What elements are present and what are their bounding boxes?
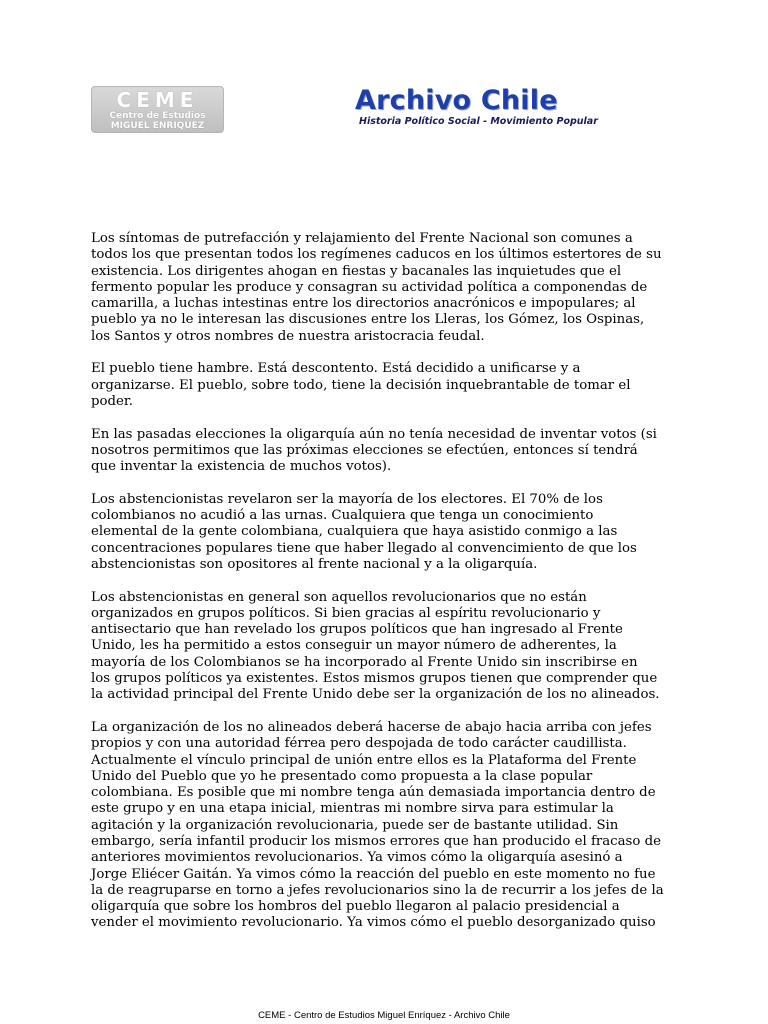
text-line: Los síntomas de putrefacción y relajamiento del Frente Nacional son comunes a xyxy=(91,231,633,246)
text-line: nosotros permitimos que las próximas elecciones se efectúen, entonces sí tendrá xyxy=(91,442,638,458)
text-line: elemental de la gente colombiana, cualquiera que haya asistido conmigo a las xyxy=(91,524,618,540)
text-line: Unido del Pueblo que yo he presentado como propuesta a la clase popular xyxy=(91,768,593,784)
ceme-logo-title: CEME xyxy=(116,88,199,112)
text-line: mayoría de los Colombianos se ha incorporado al Frente Unido sin inscribirse en xyxy=(91,654,638,670)
text-line: este grupo y en una etapa inicial, mientras mi nombre sirva para estimular la xyxy=(91,801,614,817)
text-line: los grupos políticos ya existentes. Estos mismos grupos tienen que comprender que xyxy=(91,671,658,687)
text-line: organizados en grupos políticos. Si bien gracias al espíritu revolucionario y xyxy=(91,605,601,621)
document-body xyxy=(91,231,691,948)
text-line: existencia. Los dirigentes ahogan en fiestas y bacanales las inquietudes que el xyxy=(91,263,622,279)
text-line: En las pasadas elecciones la oligarquía aún no tenía necesidad de inventar votos (si xyxy=(91,426,657,442)
text-line: anteriores movimientos revolucionarios. Ya vimos cómo la oligarquía asesinó a xyxy=(91,850,623,866)
paragraph xyxy=(91,720,691,932)
text-line: oligarquía que sobre los hombros del pueblo llegaron al palacio presidencial a xyxy=(91,899,620,915)
text-line: la de reagruparse en torno a jefes revolucionarios sino la de recurrir a los jefes de la xyxy=(91,882,664,898)
text-line: que inventar la existencia de muchos votos). xyxy=(91,459,392,475)
text-line: vender el movimiento revolucionario. Ya vimos cómo el pueblo desorganizado quiso xyxy=(91,915,656,931)
text-line: todos los que presentan todos los regímenes caducos en los últimos estertores de su xyxy=(91,247,662,263)
page-footer: CEME - Centro de Estudios Miguel Enríquez - Archivo Chile xyxy=(258,1010,510,1021)
text-line: abstencionistas son opositores al frente nacional y a la oligarquía. xyxy=(91,556,538,572)
text-line: colombianos no acudió a las urnas. Cualquiera que tenga un conocimiento xyxy=(91,508,594,524)
text-line: los Santos y otros nombres de nuestra aristocracia feudal. xyxy=(91,328,485,344)
text-line: embargo, sería infantil producir los mismos errores que han producido el fracaso de xyxy=(91,833,661,849)
archivo-logo-title: Archivo Chile xyxy=(355,85,558,116)
text-line: Los abstencionistas revelaron ser la mayoría de los electores. El 70% de los xyxy=(91,491,603,507)
paragraph xyxy=(91,231,691,345)
paragraph xyxy=(91,427,691,476)
text-line: Jorge Eliécer Gaitán. Ya vimos cómo la reacción del pueblo en este momento no fue xyxy=(91,866,656,882)
text-line: Los abstencionistas en general son aquellos revolucionarios que no están xyxy=(91,589,587,605)
text-line: La organización de los no alineados deberá hacerse de abajo hacia arriba con jefes xyxy=(91,719,652,735)
paragraph xyxy=(91,361,691,410)
paragraph xyxy=(91,590,691,704)
text-line: fermento popular les produce y consagran su actividad política a componendas de xyxy=(91,279,648,295)
text-line: propios y con una autoridad férrea pero despojada de todo carácter caudillista. xyxy=(91,736,627,752)
text-line: Unido, les ha permitido a estos conseguir un mayor número de adherentes, la xyxy=(91,638,617,654)
ceme-logo-line1: Centro de Estudios xyxy=(109,111,206,121)
text-line: agitación y la organización revolucionaria, puede ser de bastante utilidad. Sin xyxy=(91,817,619,833)
archivo-chile-logo xyxy=(355,86,600,134)
ceme-logo-line2: MIGUEL ENRIQUEZ xyxy=(110,121,205,131)
archivo-logo-subtitle: Historia Político Social - Movimiento Popular xyxy=(359,116,598,127)
text-line: antisectario que han revelado los grupos políticos que han ingresado al Frente xyxy=(91,622,623,638)
ceme-logo xyxy=(91,86,224,133)
text-line: la actividad principal del Frente Unido debe ser la organización de los no alineados. xyxy=(91,687,660,703)
text-line: colombiana. Es posible que mi nombre tenga aún demasiada importancia dentro de xyxy=(91,785,656,801)
paragraph xyxy=(91,492,691,573)
text-line: camarilla, a luchas intestinas entre los directorios anacrónicos e impopulares; al xyxy=(91,296,636,312)
text-line: concentraciones populares tiene que haber llegado al convencimiento de que los xyxy=(91,540,637,556)
text-line: pueblo ya no le interesan las discusiones entre los Lleras, los Gómez, los Ospinas, xyxy=(91,312,645,328)
text-line: organizarse. El pueblo, sobre todo, tiene la decisión inquebrantable de tomar el xyxy=(91,377,631,393)
text-line: poder. xyxy=(91,393,134,409)
text-line: Actualmente el vínculo principal de unión entre ellos es la Plataforma del Frente xyxy=(91,752,637,768)
text-line: El pueblo tiene hambre. Está descontento. Está decidido a unificarse y a xyxy=(91,361,581,377)
